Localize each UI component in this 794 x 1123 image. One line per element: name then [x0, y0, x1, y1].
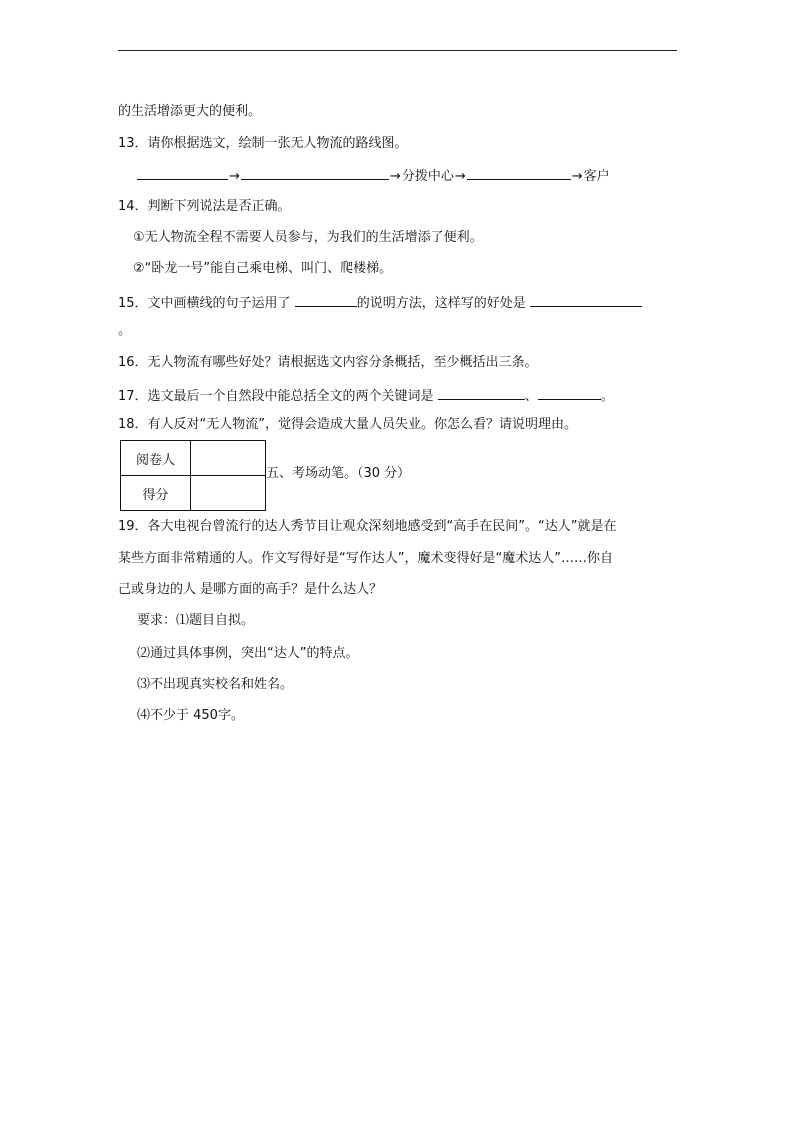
- arrow-icon: →: [454, 169, 466, 184]
- q17-end: 。: [600, 389, 614, 404]
- q15-end: 。: [118, 323, 132, 338]
- answer-blank[interactable]: [530, 292, 642, 307]
- answer-blank[interactable]: [295, 292, 357, 307]
- score-table: [120, 440, 266, 511]
- requirement-3: ⑶不出现真实校名和姓名。: [137, 677, 294, 692]
- q17-text: 17．选文最后一个自然段中能总括全文的两个关键词是: [118, 389, 434, 404]
- arrow-icon: →: [229, 169, 240, 184]
- question-15: [118, 292, 642, 313]
- requirement-1: 要求：⑴题目自拟。: [137, 613, 255, 628]
- requirement-4: ⑷不少于 450字。: [137, 708, 244, 723]
- arrow-icon: →: [571, 169, 583, 184]
- statement-2: ②“卧龙一号”能自己乘电梯、叫门、爬楼梯。: [133, 261, 393, 276]
- route-end-label: 客户: [583, 169, 610, 184]
- q17-sep: 、: [524, 389, 538, 404]
- section-title: 五、考场动笔。（30 分）: [266, 466, 411, 481]
- reviewer-cell[interactable]: [191, 441, 266, 476]
- route-blank-3[interactable]: [467, 165, 571, 180]
- route-center-label: 分拨中心: [401, 169, 454, 184]
- header-rule: [118, 50, 677, 51]
- question-17: [118, 385, 614, 406]
- route-blank-1[interactable]: [137, 165, 228, 180]
- route-diagram: [137, 165, 610, 186]
- text-line: 的生活增添更大的便利。: [118, 104, 262, 119]
- statement-1: ①无人物流全程不需要人员参与，为我们的生活增添了便利。: [133, 230, 483, 245]
- question-19-line-2: 某些方面非常精通的人。作文写得好是“写作达人”，魔术变得好是“魔术达人”……你自: [118, 551, 613, 566]
- score-cell[interactable]: [191, 476, 266, 511]
- reviewer-label: 阅卷人: [121, 441, 191, 476]
- question-14: 14．判断下列说法是否正确。: [118, 199, 291, 214]
- q15-text-b: 的说明方法，这样写的好处是: [356, 296, 526, 311]
- requirement-2: ⑵通过具体事例，突出“达人”的特点。: [137, 646, 359, 661]
- answer-blank[interactable]: [538, 385, 601, 400]
- question-19-line-3: 己或身边的人 是哪方面的高手？是什么达人？: [118, 582, 383, 597]
- question-19-line-1: 19．各大电视台曾流行的达人秀节目让观众深刻地感受到“高手在民间”。“达人”就是在: [118, 519, 617, 534]
- question-13: 13．请你根据选文，绘制一张无人物流的路线图。: [118, 136, 408, 151]
- score-label: 得分: [121, 476, 191, 511]
- route-blank-2[interactable]: [241, 165, 389, 180]
- q15-text-a: 15．文中画横线的句子运用了: [118, 296, 291, 311]
- question-18: 18．有人反对“无人物流”，觉得会造成大量人员失业。你怎么看？请说明理由。: [118, 417, 578, 432]
- question-16: 16．无人物流有哪些好处？请根据选文内容分条概括，至少概括出三条。: [118, 355, 538, 370]
- answer-blank[interactable]: [438, 385, 525, 400]
- arrow-icon: →: [389, 169, 401, 184]
